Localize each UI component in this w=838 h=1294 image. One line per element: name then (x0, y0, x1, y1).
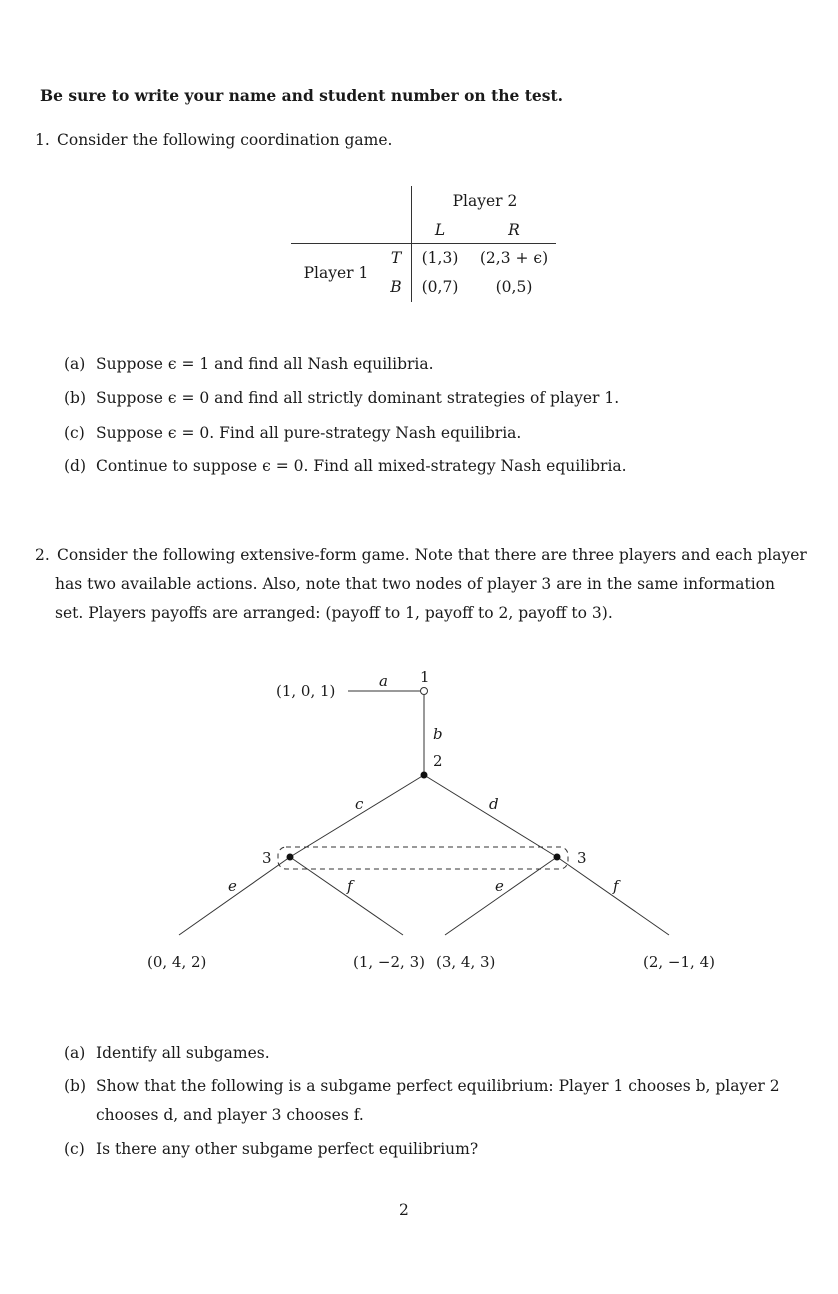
column-action-L: L (434, 221, 446, 239)
payoff-a: (1, 0, 1) (276, 682, 336, 700)
action-f-right-label: f (613, 877, 619, 895)
player-1-label: 1 (420, 668, 430, 686)
payoff-T-R: (2,3 + ϵ) (479, 249, 549, 267)
q1-part-a-label: (a) (64, 355, 86, 373)
q1-part-d-text: Continue to suppose ϵ = 0. Find all mixed-strategy Nash equilibria. (96, 457, 627, 475)
player-3-right-label: 3 (577, 849, 587, 867)
action-e-right-label: e (495, 877, 504, 895)
q2-part-c-label: (c) (64, 1140, 85, 1158)
q2-part-b (64, 1077, 780, 1095)
q2-part-b-label: (b) (64, 1077, 87, 1095)
q2-part-b-text-1: Show that the following is a subgame perfect equilibrium: Player 1 chooses b, player 2 (96, 1077, 780, 1095)
action-a-label: a (379, 672, 388, 690)
test-instruction: Be sure to write your name and student number on the test. (40, 86, 564, 105)
action-f-left-label: f (347, 877, 353, 895)
q2-part-a-text: Identify all subgames. (96, 1044, 270, 1062)
payoff-B-R: (0,5) (495, 278, 533, 296)
row-action-B: B (390, 278, 402, 296)
q1-text: Consider the following coordination game. (57, 131, 393, 149)
edge-d (424, 775, 557, 857)
q1-number: 1. (35, 131, 50, 149)
q1-part-b-text: Suppose ϵ = 0 and find all strictly dominant strategies of player 1. (96, 389, 620, 407)
payoff-d-f: (2, −1, 4) (643, 953, 715, 971)
payoff-T-L: (1,3) (421, 249, 459, 267)
column-action-R: R (508, 221, 520, 239)
q2-part-c (64, 1140, 478, 1158)
action-c-label: c (355, 795, 364, 813)
node-player-2 (421, 772, 428, 779)
q2-line-3: set. Players payoffs are arranged: (payoff to 1, payoff to 2, payoff to 3). (55, 604, 613, 622)
q2-number: 2. (35, 546, 50, 564)
q1-part-c-text: Suppose ϵ = 0. Find all pure-strategy Nash equilibria. (96, 424, 522, 442)
page-number: 2 (399, 1201, 409, 1219)
node-player-1 (421, 688, 428, 695)
row-player-label: Player 1 (303, 264, 369, 282)
column-player-label: Player 2 (452, 192, 518, 210)
q2-part-c-text: Is there any other subgame perfect equilibrium? (96, 1140, 479, 1158)
q1-part-d-label: (d) (64, 457, 87, 475)
q1-part-a-text: Suppose ϵ = 1 and find all Nash equilibria. (96, 355, 434, 373)
action-e-left-label: e (228, 877, 237, 895)
edge-e-left (179, 857, 290, 935)
action-d-label: d (489, 795, 499, 813)
node-player-3-right (554, 854, 561, 861)
payoff-d-e: (3, 4, 3) (436, 953, 496, 971)
player-2-label: 2 (433, 752, 443, 770)
row-action-T: T (390, 249, 402, 267)
edge-f-right (557, 857, 669, 935)
q1-part-b-label: (b) (64, 389, 87, 407)
payoff-B-L: (0,7) (421, 278, 459, 296)
q2-line-1: Consider the following extensive-form game. Note that there are three players and each player (57, 546, 807, 564)
q2-part-a-label: (a) (64, 1044, 86, 1062)
q2-part-a (64, 1044, 270, 1062)
payoff-c-e: (0, 4, 2) (147, 953, 207, 971)
q2-line-2: has two available actions. Also, note that two nodes of player 3 are in the same information (55, 575, 776, 593)
node-player-3-left (287, 854, 294, 861)
action-b-label: b (433, 725, 443, 743)
player-3-left-label: 3 (262, 849, 272, 867)
edge-c (290, 775, 424, 857)
q2-part-b-continued: chooses d, and player 3 chooses f. (96, 1106, 364, 1124)
q1-part-c-label: (c) (64, 424, 85, 442)
information-set (278, 847, 568, 869)
payoff-c-f: (1, −2, 3) (353, 953, 425, 971)
